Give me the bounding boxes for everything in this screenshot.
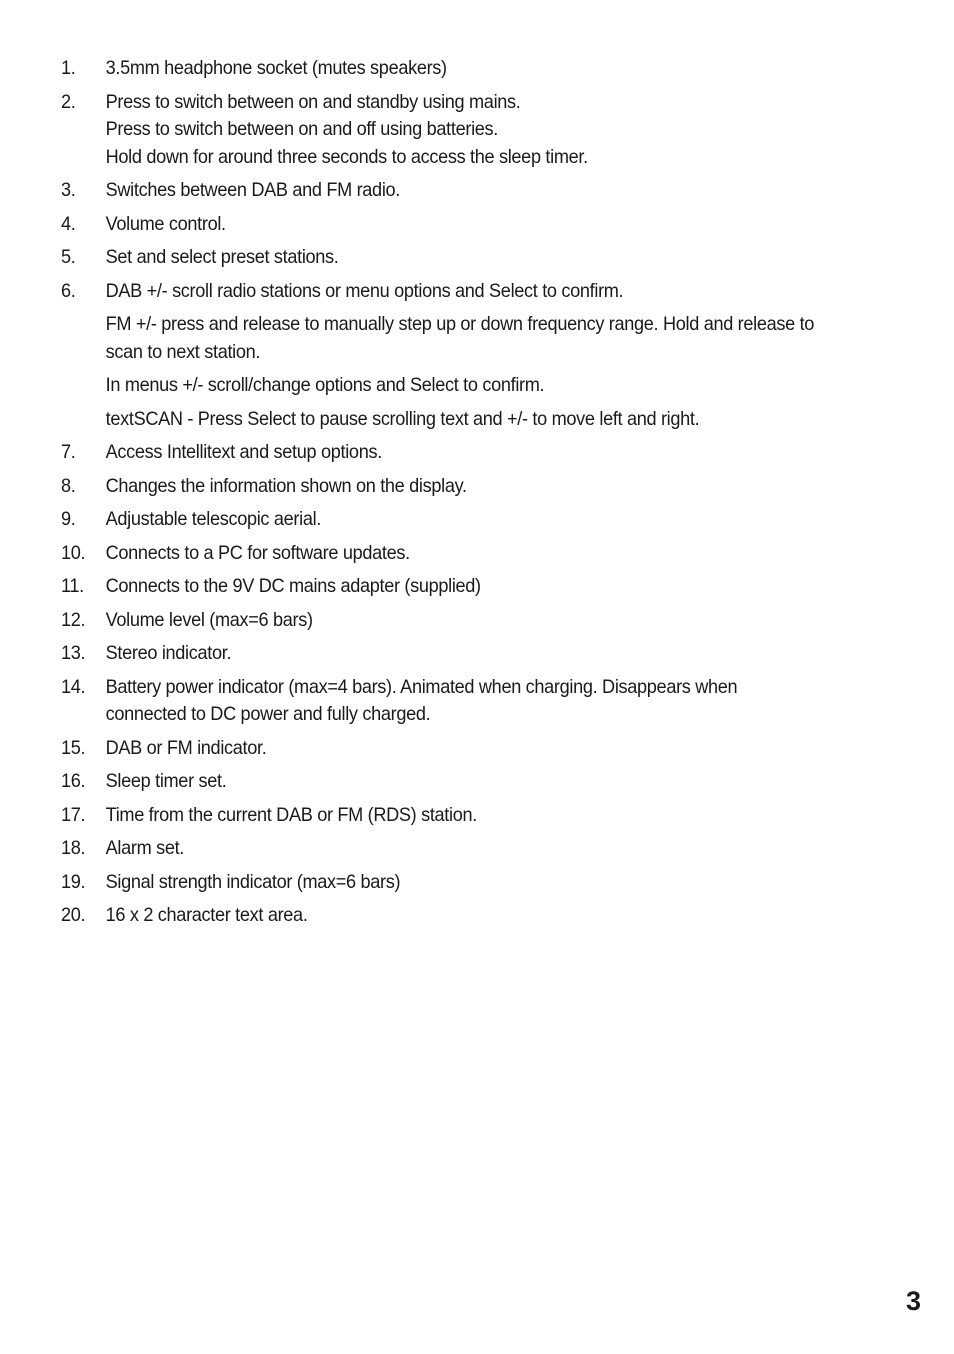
item-text-line: scan to next station.	[105, 340, 261, 363]
item-number: 20.	[61, 904, 86, 926]
list-item	[61, 768, 943, 796]
list-item	[61, 540, 943, 568]
list-item	[61, 244, 943, 272]
item-number: 16.	[61, 770, 86, 792]
item-text-line: Signal strength indicator (max=6 bars)	[105, 870, 401, 893]
item-text-line: Access Intellitext and setup options.	[105, 441, 382, 463]
item-text-line: Stereo indicator.	[105, 642, 232, 664]
item-text-line: textSCAN - Press Select to pause scrolling text and +/- to move left and right.	[105, 407, 700, 430]
item-number: 10.	[61, 541, 86, 564]
item-number: 8.	[61, 474, 76, 497]
item-number: 18.	[61, 837, 86, 859]
item-text-line: Set and select preset stations.	[105, 246, 339, 268]
item-number: 17.	[61, 803, 86, 826]
list-item	[61, 311, 943, 366]
list-item	[61, 506, 943, 534]
item-text-line: Volume level (max=6 bars)	[105, 608, 313, 631]
item-number: 1.	[61, 57, 76, 79]
item-number: 12.	[61, 608, 86, 631]
item-text-line: Press to switch between on and standby using mains.	[105, 90, 521, 113]
item-number: 3.	[61, 179, 76, 201]
item-text-line: Time from the current DAB or FM (RDS) station.	[105, 803, 477, 826]
item-text-line: Adjustable telescopic aerial.	[105, 508, 322, 530]
item-number: 9.	[61, 508, 76, 530]
list-item	[61, 439, 943, 467]
list-item	[61, 278, 943, 306]
item-text-line: In menus +/- scroll/change options and Select to confirm.	[105, 374, 545, 396]
item-text-line: Switches between DAB and FM radio.	[105, 179, 400, 201]
item-text-line: 3.5mm headphone socket (mutes speakers)	[105, 57, 447, 79]
item-number: 19.	[61, 870, 86, 893]
item-text-line: connected to DC power and fully charged.	[105, 703, 431, 725]
list-item	[61, 89, 943, 172]
item-text-line: Connects to the 9V DC mains adapter (supplied)	[105, 575, 481, 597]
item-number: 15.	[61, 736, 86, 759]
item-number: 2.	[61, 90, 76, 113]
item-text-line: Hold down for around three seconds to access the sleep timer.	[105, 145, 588, 168]
list-item	[61, 902, 943, 930]
page-number: 3	[905, 1286, 921, 1316]
item-number: 13.	[61, 642, 86, 664]
list-item	[61, 607, 943, 635]
item-number: 14.	[61, 675, 86, 698]
list-item	[61, 735, 943, 763]
list-item	[61, 372, 943, 400]
item-text-line: Volume control.	[105, 212, 226, 235]
list-item	[61, 473, 943, 501]
item-number: 11.	[61, 575, 84, 597]
list-item	[61, 211, 943, 239]
list-item	[61, 674, 943, 729]
item-text-line: Press to switch between on and off using batteries.	[105, 118, 498, 140]
item-text-line: DAB +/- scroll radio stations or menu options and Select to confirm.	[105, 279, 624, 302]
item-text-line: Battery power indicator (max=4 bars). Animated when charging. Disappears when	[105, 675, 738, 698]
list-item	[61, 835, 943, 863]
list-item	[61, 406, 943, 434]
item-text-line: DAB or FM indicator.	[105, 736, 267, 759]
item-text-line: Sleep timer set.	[105, 770, 227, 792]
list-item	[61, 640, 943, 668]
list-item	[61, 177, 943, 205]
list-item	[61, 869, 943, 897]
item-number: 5.	[61, 246, 76, 268]
item-text-line: Changes the information shown on the display.	[105, 474, 467, 497]
item-text-line: 16 x 2 character text area.	[105, 904, 308, 926]
item-text-line: Connects to a PC for software updates.	[105, 541, 410, 564]
item-number: 4.	[61, 212, 76, 235]
numbered-list	[61, 55, 901, 930]
item-text-line: Alarm set.	[105, 837, 185, 859]
list-item	[61, 55, 943, 83]
item-number: 6.	[61, 279, 76, 302]
list-item	[61, 573, 943, 601]
list-item	[61, 802, 943, 830]
item-number: 7.	[61, 441, 76, 463]
item-text-line: FM +/- press and release to manually step up or down frequency range. Hold and release to	[105, 313, 815, 335]
